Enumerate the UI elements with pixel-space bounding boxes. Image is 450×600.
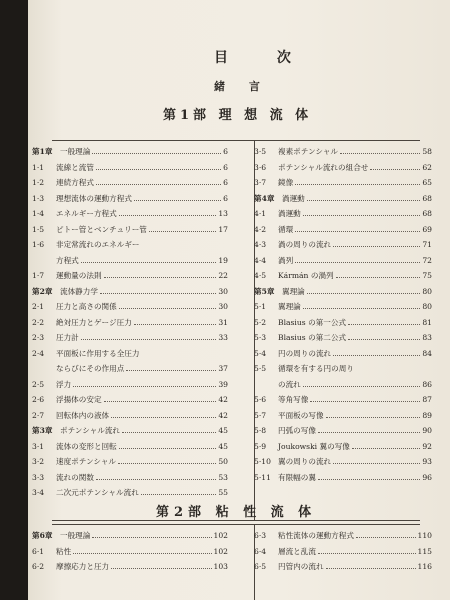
toc-page-number: 22 [218, 271, 228, 280]
toc-title: 粘性 [56, 546, 72, 556]
toc-entry [32, 349, 228, 359]
toc-page-number: 96 [422, 472, 432, 482]
toc-title: 等角写像 [278, 395, 309, 404]
toc-number [32, 364, 56, 374]
leader-dots [149, 225, 216, 232]
leader-dots [92, 147, 221, 154]
toc-page-number: 72 [422, 255, 432, 265]
toc-entry [32, 194, 228, 204]
toc-number: 6·3 [254, 531, 267, 540]
toc-page-number: 116 [417, 562, 432, 571]
toc-title: 流体の変形と回転 [56, 441, 117, 451]
toc-entry [254, 302, 432, 312]
leader-dots [356, 531, 416, 538]
toc-number: 2·1 [32, 302, 45, 311]
toc-title: Blasius の第二公式 [278, 333, 347, 342]
toc-page-number: 33 [218, 333, 228, 342]
leader-dots [119, 302, 217, 309]
toc-page-number: 45 [218, 426, 228, 435]
toc-page-number: 92 [422, 441, 432, 451]
toc-number: 2·2 [32, 317, 45, 327]
leader-dots [118, 457, 216, 464]
leader-dots [348, 333, 420, 340]
toc-title: 有限幅の翼 [278, 472, 316, 482]
toc-title: 渦運動 [278, 209, 301, 218]
divider-middle [52, 520, 420, 521]
toc-page-number: 102 [213, 531, 228, 540]
toc-number: 5·8 [254, 426, 267, 435]
toc-page-number: 62 [422, 162, 432, 172]
leader-dots [303, 302, 421, 309]
leader-dots [318, 547, 416, 554]
leader-dots [73, 547, 211, 554]
toc-title: 絶対圧力とゲージ圧力 [56, 317, 132, 327]
toc-entry [254, 547, 432, 557]
toc-entry [32, 302, 228, 312]
leader-dots [100, 287, 216, 294]
toc-number: 2·5 [32, 379, 45, 389]
toc-number: 3·1 [32, 441, 45, 451]
toc-entry [32, 380, 228, 390]
toc-number: 第3章 [32, 426, 53, 435]
toc-entry [32, 473, 228, 483]
toc-entry [254, 395, 432, 405]
toc-entry [254, 411, 432, 421]
toc-entry [32, 271, 228, 281]
toc-page-number: 19 [218, 255, 228, 265]
leader-dots [326, 411, 421, 418]
toc-number: 1·5 [32, 224, 45, 234]
leader-dots [310, 395, 420, 402]
toc-number: 4·4 [254, 255, 267, 265]
toc-page-number: 50 [218, 457, 228, 466]
leader-dots [333, 349, 420, 356]
toc-entry [254, 256, 432, 266]
leader-dots [333, 240, 420, 247]
toc-entry [32, 240, 228, 250]
toc-number: 6·1 [32, 546, 45, 556]
toc-title: 圧力と高さの関係 [56, 302, 117, 311]
toc-page-number: 86 [422, 379, 432, 389]
toc-number: 2·6 [32, 395, 45, 404]
toc-entry [254, 442, 432, 452]
toc-page-number: 69 [422, 224, 432, 234]
toc-entry [32, 178, 228, 188]
toc-page-number: 6 [223, 162, 228, 172]
leader-dots [134, 318, 217, 325]
toc-number: 5·9 [254, 441, 267, 451]
toc-page-number: 80 [422, 286, 432, 296]
toc-page-number: 110 [417, 531, 432, 540]
preface-entry: 緒 言 [214, 80, 270, 93]
book-page [28, 0, 450, 600]
toc-number: 5·6 [254, 395, 267, 404]
leader-dots [295, 225, 420, 232]
leader-dots [96, 178, 221, 185]
leader-dots [73, 380, 216, 387]
toc-number: 1·6 [32, 240, 45, 249]
toc-number: 3·4 [32, 488, 45, 497]
toc-entry [32, 209, 228, 219]
toc-number: 3·5 [254, 147, 267, 156]
leader-dots [348, 318, 420, 325]
toc-title: 理想流体の運動方程式 [56, 193, 132, 203]
toc-number: 1·1 [32, 162, 45, 172]
toc-title: Blasius の第一公式 [278, 317, 347, 327]
leader-dots [134, 194, 221, 201]
toc-number: 5·2 [254, 317, 267, 327]
toc-entry [32, 318, 228, 328]
toc-entry [254, 163, 432, 173]
leader-dots [307, 194, 421, 201]
toc-page-number: 83 [422, 333, 432, 342]
divider-top [52, 140, 420, 141]
toc-entry [32, 442, 228, 452]
toc-title: 摩擦応力と圧力 [56, 562, 110, 571]
toc-page-number: 37 [218, 364, 228, 373]
toc-title: 非定常流れのエネルギー [56, 240, 140, 249]
leader-dots [81, 333, 217, 340]
toc-entry [32, 395, 228, 405]
toc-number: 5·11 [254, 472, 271, 482]
toc-entry [32, 411, 228, 421]
toc-title: 連続方程式 [56, 178, 94, 187]
toc-entry [254, 457, 432, 467]
toc-title: 平面板の写像 [278, 410, 324, 420]
toc-chapter [254, 194, 432, 204]
toc-page-number: 102 [213, 546, 228, 556]
toc-title: 鏡像 [278, 178, 294, 187]
toc-number: 5·1 [254, 302, 267, 311]
toc-entry [254, 240, 432, 250]
toc-entry [32, 225, 228, 235]
toc-number [32, 256, 56, 266]
toc-number: 1·3 [32, 193, 45, 203]
toc-entry [32, 256, 228, 266]
toc-number: 5·4 [254, 348, 267, 358]
toc-page-number: 6 [223, 193, 228, 203]
toc-title: Kármán の渦列 [278, 271, 334, 280]
toc-page-number: 58 [422, 147, 432, 156]
toc-page-number: 6 [223, 147, 228, 156]
leader-dots [340, 147, 420, 154]
leader-dots [295, 256, 420, 263]
toc-title: 一般理論 [60, 147, 91, 156]
toc-entry [254, 364, 432, 374]
leader-dots [96, 163, 221, 170]
toc-page-number: 55 [218, 488, 228, 497]
toc-number: 4·2 [254, 224, 267, 234]
divider-part2 [52, 524, 420, 525]
leader-dots [96, 473, 216, 480]
toc-title: ならびにその作用点 [56, 364, 125, 373]
leader-dots [104, 271, 217, 278]
toc-title: 圧力計 [56, 333, 79, 342]
toc-title: 渦列 [278, 255, 294, 265]
toc-number: 1·4 [32, 209, 45, 218]
leader-dots [352, 442, 420, 449]
leader-dots [122, 426, 216, 433]
toc-title: 層流と乱流 [278, 546, 316, 556]
toc-page-number: 53 [218, 472, 228, 482]
toc-entry [32, 364, 228, 374]
toc-number: 4·5 [254, 271, 267, 280]
toc-page-number: 68 [422, 193, 432, 203]
leader-dots [104, 395, 217, 402]
leader-dots [336, 271, 421, 278]
leader-dots [81, 256, 217, 263]
toc-title: 循環 [278, 224, 294, 234]
toc-number: 3·6 [254, 162, 267, 172]
toc-number: 2·4 [32, 348, 45, 358]
toc-page-number: 45 [218, 441, 228, 451]
toc-page-number: 115 [417, 546, 432, 556]
toc-title: ポテンシャル流れ [60, 426, 121, 435]
toc-entry [254, 147, 432, 157]
toc-title: の流れ [278, 379, 301, 389]
toc-title: 流れの関数 [56, 472, 94, 482]
toc-page-number: 80 [422, 302, 432, 311]
toc-number: 6·2 [32, 562, 45, 571]
toc-title: 運動量の法則 [56, 271, 102, 280]
toc-number: 5·10 [254, 457, 271, 466]
toc-page-number: 75 [422, 271, 432, 280]
toc-page-number: 93 [422, 457, 432, 466]
toc-number: 3·3 [32, 472, 45, 482]
toc-number: 3·2 [32, 457, 45, 466]
toc-title: 円の周りの流れ [278, 348, 332, 358]
toc-page-number: 84 [422, 348, 432, 358]
toc-entry [254, 225, 432, 235]
page-title: 目 次 [214, 50, 313, 66]
part2-heading: 第2部 粘 性 流 体 [156, 505, 317, 520]
toc-title: 速度ポテンシャル [56, 457, 117, 466]
toc-title: 一般理論 [60, 531, 91, 540]
toc-title: 浮力 [56, 379, 72, 389]
toc-title: 回転体内の液体 [56, 410, 110, 420]
leader-dots [333, 457, 420, 464]
toc-title: 循環を有する円の周り [278, 364, 354, 373]
toc-number: 4·3 [254, 240, 267, 249]
toc-number: 第4章 [254, 193, 275, 203]
toc-title: 流線と流管 [56, 162, 94, 172]
toc-page-number: 42 [218, 395, 228, 404]
toc-title: 方程式 [56, 255, 79, 265]
toc-entry [32, 163, 228, 173]
leader-dots [318, 426, 420, 433]
toc-entry [254, 178, 432, 188]
toc-page-number: 13 [218, 209, 228, 218]
toc-page-number: 6 [223, 178, 228, 187]
toc-page-number: 89 [422, 410, 432, 420]
toc-page-number: 17 [218, 224, 228, 234]
toc-number: 2·3 [32, 333, 45, 342]
toc-number: 第1章 [32, 147, 53, 156]
toc-page-number: 103 [213, 562, 228, 571]
toc-title: ポテンシャル流れの組合せ [278, 162, 369, 172]
toc-title: Joukowski 翼の写像 [278, 441, 350, 451]
toc-page-number: 65 [422, 178, 432, 187]
toc-number: 第5章 [254, 286, 275, 296]
leader-dots [126, 364, 216, 371]
toc-title: 翼の周りの流れ [278, 457, 332, 466]
toc-number: 第6章 [32, 531, 53, 540]
toc-entry [32, 488, 228, 498]
toc-number: 5·5 [254, 364, 267, 373]
toc-title: 渦の周りの流れ [278, 240, 332, 249]
toc-page-number: 42 [218, 410, 228, 420]
leader-dots [326, 562, 416, 569]
toc-number [254, 380, 278, 390]
toc-number: 2·7 [32, 410, 45, 420]
toc-chapter [254, 287, 432, 297]
toc-entry [32, 457, 228, 467]
toc-page-number: 81 [422, 317, 432, 327]
toc-page-number: 90 [422, 426, 432, 435]
toc-page-number: 68 [422, 209, 432, 218]
leader-dots [303, 380, 421, 387]
toc-title: 流体静力学 [60, 286, 98, 296]
toc-entry [254, 531, 432, 541]
toc-title: 円管内の流れ [278, 562, 324, 571]
toc-number: 3·7 [254, 178, 267, 187]
toc-title: 渦運動 [282, 193, 305, 203]
toc-entry [32, 547, 228, 557]
toc-number: 4·1 [254, 209, 267, 218]
toc-chapter [32, 287, 228, 297]
toc-title: 粘性流体の運動方程式 [278, 531, 354, 540]
leader-dots [370, 163, 420, 170]
toc-page-number: 71 [422, 240, 432, 249]
toc-entry [254, 209, 432, 219]
toc-entry [254, 473, 432, 483]
toc-title: 浮揚体の安定 [56, 395, 102, 404]
leader-dots [92, 531, 211, 538]
leader-dots [141, 488, 217, 495]
toc-entry [254, 318, 432, 328]
toc-number: 6·5 [254, 562, 267, 571]
toc-title: 平面板に作用する全圧力 [56, 348, 140, 358]
toc-chapter [32, 531, 228, 541]
toc-chapter [32, 426, 228, 436]
toc-chapter [32, 147, 228, 157]
leader-dots [307, 287, 421, 294]
toc-entry [254, 333, 432, 343]
toc-title: 翼理論 [278, 302, 301, 311]
toc-title: エネルギー方程式 [56, 209, 117, 218]
toc-title: ピトー管とベンチュリー管 [56, 224, 147, 234]
toc-title: 翼理論 [282, 286, 305, 296]
toc-number: 1·7 [32, 271, 45, 280]
toc-number: 5·3 [254, 333, 267, 342]
leader-dots [303, 209, 421, 216]
toc-entry [32, 333, 228, 343]
leader-dots [318, 473, 420, 480]
toc-title: 円弧の写像 [278, 426, 316, 435]
toc-number: 5·7 [254, 410, 267, 420]
toc-entry [32, 562, 228, 572]
leader-dots [119, 209, 217, 216]
toc-entry [254, 349, 432, 359]
leader-dots [119, 442, 217, 449]
toc-entry [254, 426, 432, 436]
toc-page-number: 31 [218, 317, 228, 327]
toc-title: 二次元ポテンシャル流れ [56, 488, 139, 497]
toc-page-number: 87 [422, 395, 432, 404]
leader-dots [111, 562, 211, 569]
toc-page-number: 30 [218, 302, 228, 311]
toc-number: 第2章 [32, 286, 53, 296]
leader-dots [295, 178, 420, 185]
leader-dots [111, 411, 216, 418]
toc-title: 複素ポテンシャル [278, 147, 339, 156]
toc-entry [254, 271, 432, 281]
toc-number: 1·2 [32, 178, 45, 187]
toc-entry [254, 562, 432, 572]
part1-heading: 第1部 理 想 流 体 [163, 108, 313, 123]
toc-page-number: 30 [218, 286, 228, 296]
toc-entry [254, 380, 432, 390]
toc-page-number: 39 [218, 379, 228, 389]
toc-number: 6·4 [254, 546, 267, 556]
